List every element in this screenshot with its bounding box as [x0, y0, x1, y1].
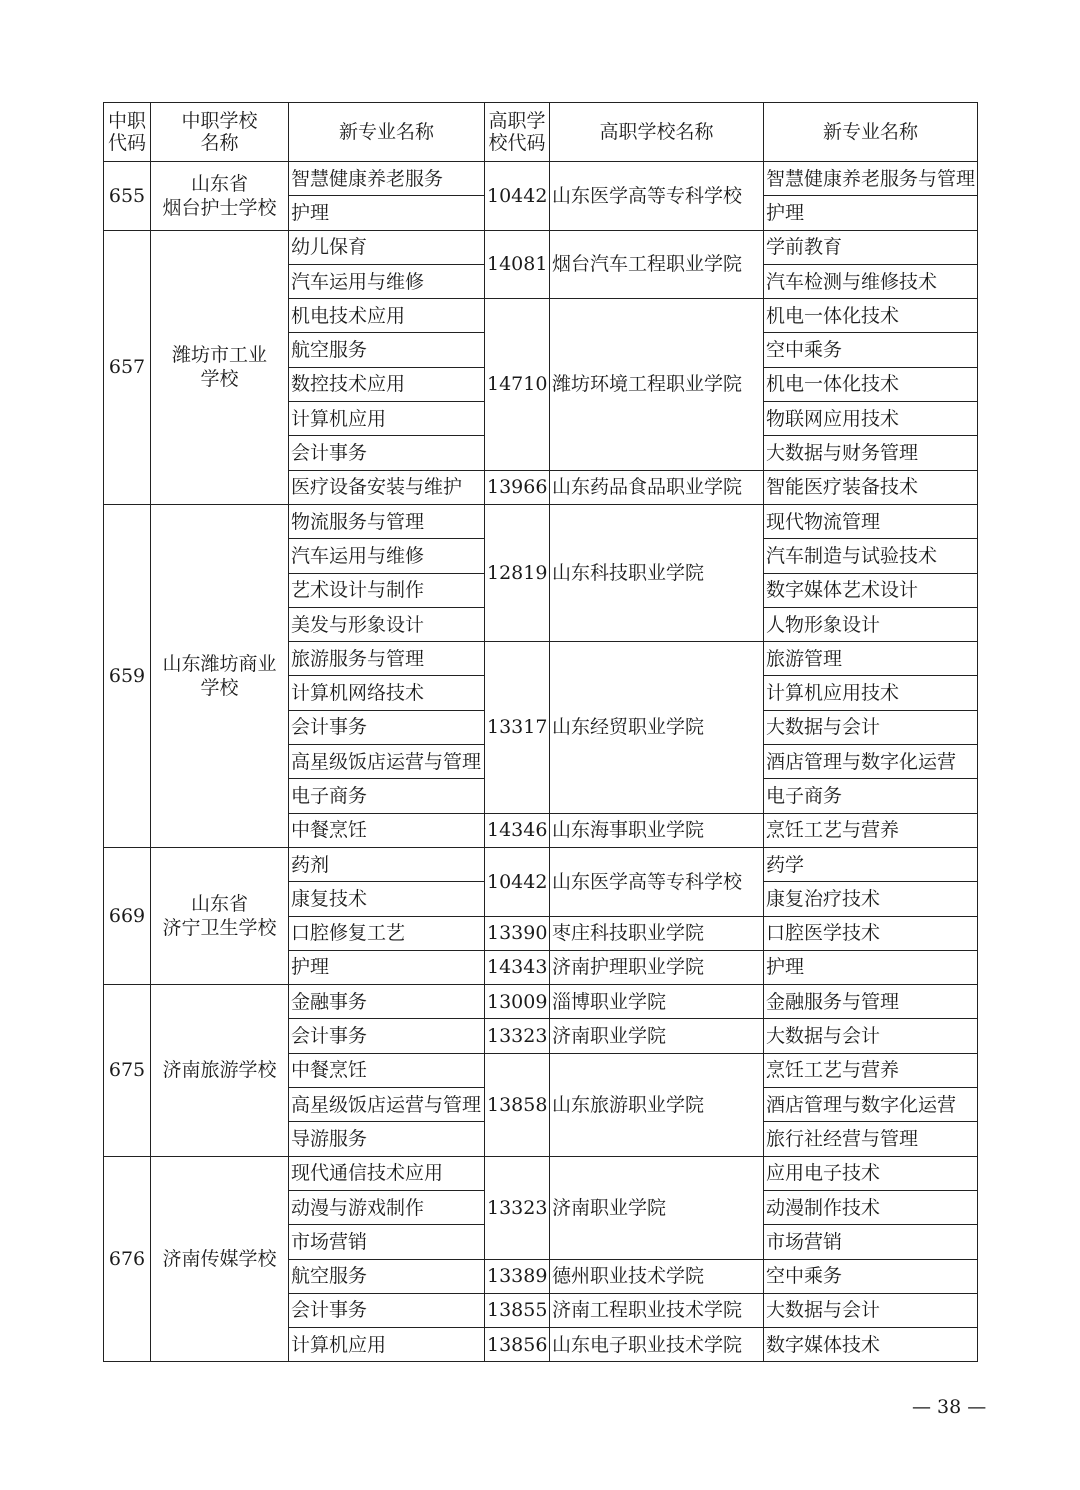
zhongzhi-school-cell: 山东省 烟台护士学校 — [151, 162, 289, 231]
gaozhi-major-cell: 烹饪工艺与营养 — [764, 813, 978, 847]
header-cell: 中职 代码 — [104, 103, 151, 162]
gaozhi-major-cell: 旅行社经营与管理 — [764, 1122, 978, 1156]
zhongzhi-major-cell: 电子商务 — [289, 779, 485, 813]
gaozhi-major-cell: 大数据与会计 — [764, 1019, 978, 1053]
header-cell: 新专业名称 — [289, 103, 485, 162]
gaozhi-code-cell: 13390 — [485, 916, 550, 950]
gaozhi-code-cell: 13856 — [485, 1328, 550, 1362]
zhongzhi-school-cell: 潍坊市工业 学校 — [151, 230, 289, 504]
gaozhi-major-cell: 药学 — [764, 847, 978, 881]
table-row — [104, 162, 978, 196]
zhongzhi-major-cell: 动漫与游戏制作 — [289, 1190, 485, 1224]
zhongzhi-major-cell: 航空服务 — [289, 1259, 485, 1293]
zhongzhi-major-cell: 计算机应用 — [289, 402, 485, 436]
gaozhi-code-cell: 14346 — [485, 813, 550, 847]
gaozhi-code-cell: 14081 — [485, 230, 550, 299]
gaozhi-school-cell: 山东科技职业学院 — [550, 504, 764, 641]
gaozhi-major-cell: 酒店管理与数字化运营 — [764, 1088, 978, 1122]
zhongzhi-major-cell: 金融事务 — [289, 985, 485, 1019]
zhongzhi-code-cell: 655 — [104, 162, 151, 231]
zhongzhi-code-cell: 657 — [104, 230, 151, 504]
zhongzhi-major-cell: 物流服务与管理 — [289, 504, 485, 538]
gaozhi-major-cell: 现代物流管理 — [764, 504, 978, 538]
gaozhi-code-cell: 13858 — [485, 1053, 550, 1156]
zhongzhi-major-cell: 会计事务 — [289, 436, 485, 470]
gaozhi-code-cell: 14710 — [485, 299, 550, 470]
header-cell: 中职学校 名称 — [151, 103, 289, 162]
major-mapping-table — [103, 102, 978, 1362]
gaozhi-major-cell: 物联网应用技术 — [764, 402, 978, 436]
zhongzhi-major-cell: 会计事务 — [289, 1293, 485, 1327]
zhongzhi-major-cell: 旅游服务与管理 — [289, 642, 485, 676]
zhongzhi-major-cell: 计算机应用 — [289, 1328, 485, 1362]
gaozhi-major-cell: 计算机应用技术 — [764, 676, 978, 710]
zhongzhi-code-cell: 675 — [104, 985, 151, 1156]
zhongzhi-major-cell: 计算机网络技术 — [289, 676, 485, 710]
gaozhi-major-cell: 汽车制造与试验技术 — [764, 539, 978, 573]
zhongzhi-school-cell: 山东潍坊商业 学校 — [151, 504, 289, 847]
zhongzhi-major-cell: 中餐烹饪 — [289, 813, 485, 847]
gaozhi-code-cell: 14343 — [485, 950, 550, 984]
zhongzhi-school-cell: 济南旅游学校 — [151, 985, 289, 1156]
zhongzhi-major-cell: 汽车运用与维修 — [289, 264, 485, 298]
table-row — [104, 1156, 978, 1190]
zhongzhi-major-cell: 幼儿保育 — [289, 230, 485, 264]
zhongzhi-code-cell: 676 — [104, 1156, 151, 1362]
zhongzhi-major-cell: 护理 — [289, 950, 485, 984]
zhongzhi-major-cell: 康复技术 — [289, 882, 485, 916]
gaozhi-major-cell: 学前教育 — [764, 230, 978, 264]
gaozhi-major-cell: 人物形象设计 — [764, 607, 978, 641]
gaozhi-major-cell: 数字媒体艺术设计 — [764, 573, 978, 607]
gaozhi-major-cell: 机电一体化技术 — [764, 299, 978, 333]
gaozhi-code-cell: 13009 — [485, 985, 550, 1019]
gaozhi-major-cell: 大数据与财务管理 — [764, 436, 978, 470]
gaozhi-code-cell: 10442 — [485, 162, 550, 231]
gaozhi-school-cell: 山东电子职业技术学院 — [550, 1328, 764, 1362]
gaozhi-school-cell: 淄博职业学院 — [550, 985, 764, 1019]
gaozhi-code-cell: 13389 — [485, 1259, 550, 1293]
gaozhi-code-cell: 13323 — [485, 1019, 550, 1053]
gaozhi-school-cell: 山东医学高等专科学校 — [550, 847, 764, 916]
zhongzhi-major-cell: 导游服务 — [289, 1122, 485, 1156]
zhongzhi-school-cell: 山东省 济宁卫生学校 — [151, 847, 289, 984]
zhongzhi-major-cell: 美发与形象设计 — [289, 607, 485, 641]
zhongzhi-major-cell: 会计事务 — [289, 710, 485, 744]
gaozhi-school-cell: 济南职业学院 — [550, 1156, 764, 1259]
gaozhi-major-cell: 动漫制作技术 — [764, 1190, 978, 1224]
gaozhi-code-cell: 12819 — [485, 504, 550, 641]
header-cell: 高职学 校代码 — [485, 103, 550, 162]
zhongzhi-major-cell: 现代通信技术应用 — [289, 1156, 485, 1190]
gaozhi-major-cell: 大数据与会计 — [764, 710, 978, 744]
gaozhi-major-cell: 智能医疗装备技术 — [764, 470, 978, 504]
gaozhi-code-cell: 13855 — [485, 1293, 550, 1327]
gaozhi-school-cell: 山东海事职业学院 — [550, 813, 764, 847]
table-row — [104, 847, 978, 881]
header-cell: 高职学校名称 — [550, 103, 764, 162]
gaozhi-major-cell: 市场营销 — [764, 1225, 978, 1259]
gaozhi-major-cell: 酒店管理与数字化运营 — [764, 745, 978, 779]
gaozhi-school-cell: 山东经贸职业学院 — [550, 642, 764, 813]
gaozhi-school-cell: 枣庄科技职业学院 — [550, 916, 764, 950]
gaozhi-major-cell: 汽车检测与维修技术 — [764, 264, 978, 298]
zhongzhi-major-cell: 高星级饭店运营与管理 — [289, 745, 485, 779]
gaozhi-school-cell: 山东医学高等专科学校 — [550, 162, 764, 231]
gaozhi-major-cell: 口腔医学技术 — [764, 916, 978, 950]
table-row — [104, 504, 978, 538]
zhongzhi-code-cell: 659 — [104, 504, 151, 847]
gaozhi-school-cell: 德州职业技术学院 — [550, 1259, 764, 1293]
table-row — [104, 230, 978, 264]
zhongzhi-major-cell: 医疗设备安装与维护 — [289, 470, 485, 504]
table-row — [104, 985, 978, 1019]
gaozhi-major-cell: 空中乘务 — [764, 333, 978, 367]
gaozhi-school-cell: 济南工程职业技术学院 — [550, 1293, 764, 1327]
gaozhi-school-cell: 济南职业学院 — [550, 1019, 764, 1053]
gaozhi-major-cell: 护理 — [764, 196, 978, 230]
gaozhi-major-cell: 烹饪工艺与营养 — [764, 1053, 978, 1087]
zhongzhi-school-cell: 济南传媒学校 — [151, 1156, 289, 1362]
gaozhi-major-cell: 电子商务 — [764, 779, 978, 813]
page-number: — 38 — — [912, 1396, 987, 1418]
header-cell: 新专业名称 — [764, 103, 978, 162]
gaozhi-school-cell: 潍坊环境工程职业学院 — [550, 299, 764, 470]
gaozhi-major-cell: 金融服务与管理 — [764, 985, 978, 1019]
zhongzhi-major-cell: 药剂 — [289, 847, 485, 881]
zhongzhi-major-cell: 汽车运用与维修 — [289, 539, 485, 573]
gaozhi-school-cell: 山东旅游职业学院 — [550, 1053, 764, 1156]
gaozhi-code-cell: 10442 — [485, 847, 550, 916]
gaozhi-school-cell: 烟台汽车工程职业学院 — [550, 230, 764, 299]
zhongzhi-major-cell: 机电技术应用 — [289, 299, 485, 333]
gaozhi-major-cell: 护理 — [764, 950, 978, 984]
table-body — [104, 162, 978, 1362]
zhongzhi-code-cell: 669 — [104, 847, 151, 984]
zhongzhi-major-cell: 智慧健康养老服务 — [289, 162, 485, 196]
gaozhi-code-cell: 13323 — [485, 1156, 550, 1259]
gaozhi-major-cell: 数字媒体技术 — [764, 1328, 978, 1362]
zhongzhi-major-cell: 会计事务 — [289, 1019, 485, 1053]
gaozhi-major-cell: 大数据与会计 — [764, 1293, 978, 1327]
gaozhi-major-cell: 旅游管理 — [764, 642, 978, 676]
zhongzhi-major-cell: 口腔修复工艺 — [289, 916, 485, 950]
gaozhi-major-cell: 应用电子技术 — [764, 1156, 978, 1190]
zhongzhi-major-cell: 中餐烹饪 — [289, 1053, 485, 1087]
zhongzhi-major-cell: 艺术设计与制作 — [289, 573, 485, 607]
zhongzhi-major-cell: 数控技术应用 — [289, 367, 485, 401]
gaozhi-school-cell: 济南护理职业学院 — [550, 950, 764, 984]
gaozhi-code-cell: 13317 — [485, 642, 550, 813]
zhongzhi-major-cell: 市场营销 — [289, 1225, 485, 1259]
gaozhi-major-cell: 智慧健康养老服务与管理 — [764, 162, 978, 196]
zhongzhi-major-cell: 护理 — [289, 196, 485, 230]
gaozhi-code-cell: 13966 — [485, 470, 550, 504]
zhongzhi-major-cell: 航空服务 — [289, 333, 485, 367]
gaozhi-school-cell: 山东药品食品职业学院 — [550, 470, 764, 504]
gaozhi-major-cell: 康复治疗技术 — [764, 882, 978, 916]
zhongzhi-major-cell: 高星级饭店运营与管理 — [289, 1088, 485, 1122]
gaozhi-major-cell: 机电一体化技术 — [764, 367, 978, 401]
gaozhi-major-cell: 空中乘务 — [764, 1259, 978, 1293]
header-row — [104, 103, 978, 162]
